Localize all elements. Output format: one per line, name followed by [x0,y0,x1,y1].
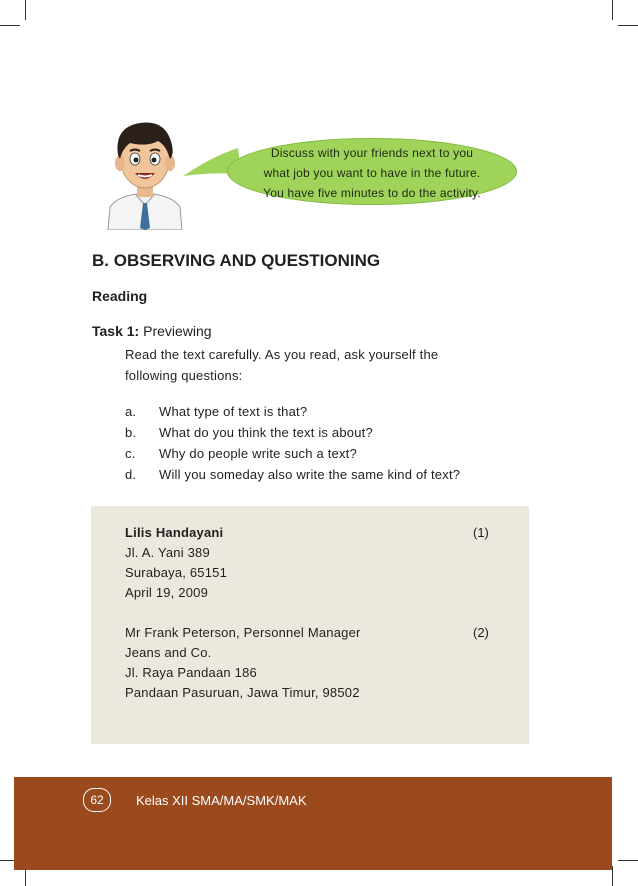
question-item [125,404,460,425]
sender-number: (1) [473,525,489,540]
crop-mark [612,866,613,886]
recipient-address-line: Jl. Raya Pandaan 186 [125,665,257,680]
section-heading: B. OBSERVING AND QUESTIONING [92,251,381,270]
question-marker: c. [125,446,136,461]
question-item [125,425,460,446]
footer-text: Kelas XII SMA/MA/SMK/MAK [136,793,307,808]
bubble-line: Discuss with your friends next to you [270,146,474,160]
bubble-line: what job you want to have in the future. [263,166,481,180]
question-marker: a. [125,404,137,419]
section-subheading: Reading [92,288,148,304]
student-illustration [100,115,190,230]
crop-mark [612,0,613,20]
crop-mark [618,860,638,861]
crop-mark [618,25,638,26]
sender-address-line: Surabaya, 65151 [125,565,228,580]
task-label: Task 1: [92,323,140,339]
crop-mark [25,0,26,20]
recipient-name: Mr Frank Peterson, Personnel Manager [125,625,361,640]
task-name: Previewing [143,323,212,339]
question-item [125,446,460,467]
recipient-address-line: Pandaan Pasuruan, Jawa Timur, 98502 [125,685,360,700]
question-text: What do you think the text is about? [159,425,373,440]
bubble-line: You have five minutes to do the activity. [263,186,481,200]
instruction-line: Read the text carefully. As you read, ask yourself the [125,347,439,362]
question-text: What type of text is that? [159,404,308,419]
speech-bubble-text [232,143,512,203]
task-instruction [125,344,505,386]
recipient-address-line: Jeans and Co. [125,645,212,660]
question-marker: d. [125,467,137,482]
letter-date: April 19, 2009 [125,585,209,600]
page-number: 62 [83,788,111,812]
crop-mark [0,25,20,26]
sender-address-line: Jl. A. Yani 389 [125,545,210,560]
sender-name: Lilis Handayani [125,525,224,540]
question-list [125,404,460,488]
question-item [125,467,460,488]
question-text: Why do people write such a text? [159,446,357,461]
question-marker: b. [125,425,137,440]
task-title [92,323,212,339]
question-text: Will you someday also write the same kind of text? [159,467,461,482]
instruction-line: following questions: [125,368,243,383]
recipient-number: (2) [473,625,489,640]
